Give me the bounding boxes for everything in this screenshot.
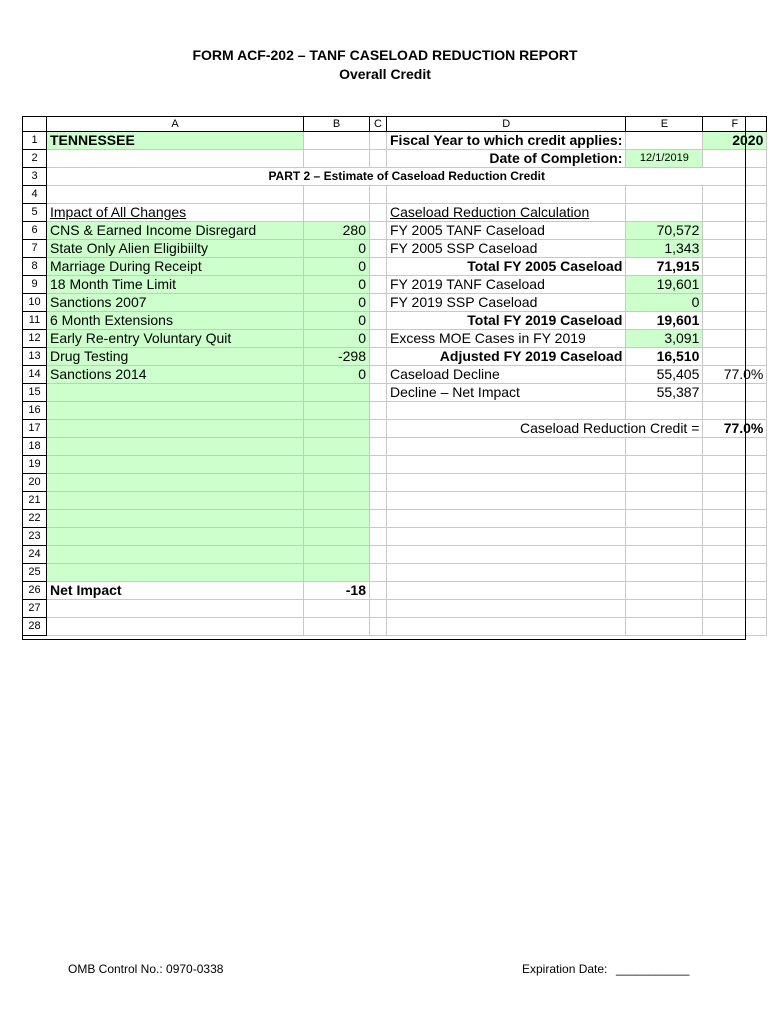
- impact-value[interactable]: 0: [304, 366, 370, 384]
- cell[interactable]: [703, 204, 767, 222]
- form-title: FORM ACF-202 – TANF CASELOAD REDUCTION REPORT: [192, 47, 578, 63]
- cell[interactable]: [370, 312, 387, 330]
- row-number: 2: [23, 150, 47, 168]
- calc-label: Excess MOE Cases in FY 2019: [387, 330, 626, 348]
- cell[interactable]: [304, 186, 370, 204]
- cell[interactable]: [387, 438, 626, 456]
- cell[interactable]: [703, 456, 767, 474]
- cell[interactable]: [370, 618, 387, 636]
- cell[interactable]: [703, 618, 767, 636]
- form-subtitle: Overall Credit: [339, 66, 431, 82]
- calc-value[interactable]: 0: [626, 294, 703, 312]
- row-number: 25: [23, 564, 47, 582]
- row-23: [23, 528, 767, 546]
- calc-label: FY 2019 SSP Caseload: [387, 294, 626, 312]
- row-13: [23, 348, 767, 366]
- impact-label[interactable]: [47, 528, 304, 546]
- row-17: [23, 420, 767, 438]
- completion-date-label: Date of Completion:: [387, 150, 626, 168]
- impact-value[interactable]: [304, 384, 370, 402]
- expiration-date-label: Expiration Date:: [522, 962, 608, 976]
- row-4: [23, 186, 767, 204]
- cell[interactable]: [626, 474, 703, 492]
- impact-value[interactable]: [304, 492, 370, 510]
- row-14: [23, 366, 767, 384]
- cell[interactable]: [387, 474, 626, 492]
- calc-label: FY 2005 SSP Caseload: [387, 240, 626, 258]
- cell[interactable]: [626, 402, 703, 420]
- cell[interactable]: [47, 600, 304, 618]
- impact-value[interactable]: [304, 510, 370, 528]
- cell[interactable]: [370, 510, 387, 528]
- calc-total-value: 16,510: [626, 348, 703, 366]
- credit-value: 77.0%: [703, 420, 767, 438]
- row-25: [23, 564, 767, 582]
- row-number: 17: [23, 420, 47, 438]
- row-number: 23: [23, 528, 47, 546]
- cell[interactable]: [304, 204, 370, 222]
- calc-value[interactable]: 1,343: [626, 240, 703, 258]
- cell[interactable]: [370, 276, 387, 294]
- impact-label[interactable]: [47, 546, 304, 564]
- cell[interactable]: [47, 618, 304, 636]
- cell[interactable]: [703, 582, 767, 600]
- row-number: 12: [23, 330, 47, 348]
- cell[interactable]: [703, 474, 767, 492]
- row-27: [23, 600, 767, 618]
- cell[interactable]: [387, 402, 626, 420]
- cell[interactable]: [370, 384, 387, 402]
- row-number: 18: [23, 438, 47, 456]
- impact-label[interactable]: [47, 402, 304, 420]
- cell[interactable]: [626, 546, 703, 564]
- impact-value[interactable]: 0: [304, 312, 370, 330]
- cell[interactable]: [626, 204, 703, 222]
- cell[interactable]: [387, 546, 626, 564]
- cell[interactable]: [387, 600, 626, 618]
- impact-value[interactable]: -298: [304, 348, 370, 366]
- cell[interactable]: [626, 456, 703, 474]
- impact-value[interactable]: 280: [304, 222, 370, 240]
- cell[interactable]: [370, 438, 387, 456]
- calc-label: FY 2019 TANF Caseload: [387, 276, 626, 294]
- fiscal-year-value[interactable]: 2020: [703, 132, 767, 150]
- column-header-a: A: [47, 117, 304, 132]
- row-number: 21: [23, 492, 47, 510]
- cell[interactable]: [370, 240, 387, 258]
- cell[interactable]: [47, 150, 304, 168]
- row-number: 22: [23, 510, 47, 528]
- row-number: 27: [23, 600, 47, 618]
- cell[interactable]: [370, 150, 387, 168]
- calc-total-label: Total FY 2019 Caseload: [387, 312, 626, 330]
- cell[interactable]: [387, 582, 626, 600]
- impact-label[interactable]: State Only Alien Eligibiilty: [47, 240, 304, 258]
- calc-total-value: 71,915: [626, 258, 703, 276]
- cell[interactable]: [387, 510, 626, 528]
- row-number: 24: [23, 546, 47, 564]
- cell[interactable]: [304, 150, 370, 168]
- row-7: [23, 240, 767, 258]
- column-header-row: [23, 117, 767, 132]
- corner-cell: [23, 117, 47, 132]
- impact-value[interactable]: [304, 456, 370, 474]
- credit-label: Caseload Reduction Credit =: [387, 420, 703, 438]
- impact-heading: Impact of All Changes: [47, 204, 304, 222]
- impact-value[interactable]: [304, 402, 370, 420]
- row-number: 7: [23, 240, 47, 258]
- row-number: 16: [23, 402, 47, 420]
- row-1: [23, 132, 767, 150]
- omb-control-number: OMB Control No.: 0970-0338: [68, 962, 224, 976]
- cell[interactable]: [370, 600, 387, 618]
- calc-total-label: Adjusted FY 2019 Caseload: [387, 348, 626, 366]
- row-18: [23, 438, 767, 456]
- column-header-e: E: [626, 117, 703, 132]
- cell[interactable]: [703, 294, 767, 312]
- impact-value[interactable]: 0: [304, 330, 370, 348]
- impact-label[interactable]: [47, 456, 304, 474]
- cell[interactable]: [370, 204, 387, 222]
- row-number: 10: [23, 294, 47, 312]
- row-number: 9: [23, 276, 47, 294]
- row-20: [23, 474, 767, 492]
- impact-value[interactable]: [304, 528, 370, 546]
- cell[interactable]: [370, 294, 387, 312]
- impact-label[interactable]: 18 Month Time Limit: [47, 276, 304, 294]
- row-6: [23, 222, 767, 240]
- cell[interactable]: [703, 564, 767, 582]
- cell[interactable]: [387, 456, 626, 474]
- row-number: 20: [23, 474, 47, 492]
- cell[interactable]: [626, 438, 703, 456]
- cell[interactable]: [703, 438, 767, 456]
- row-number: 19: [23, 456, 47, 474]
- impact-value[interactable]: [304, 474, 370, 492]
- net-impact-label: Net Impact: [47, 582, 304, 600]
- impact-value[interactable]: 0: [304, 276, 370, 294]
- row-number: 26: [23, 582, 47, 600]
- impact-value[interactable]: 0: [304, 258, 370, 276]
- row-28: [23, 618, 767, 636]
- calc-total-label: Total FY 2005 Caseload: [387, 258, 626, 276]
- cell[interactable]: [370, 186, 387, 204]
- cell[interactable]: [703, 546, 767, 564]
- impact-label[interactable]: Sanctions 2007: [47, 294, 304, 312]
- completion-date-value[interactable]: 12/1/2019: [626, 150, 703, 168]
- row-number: 11: [23, 312, 47, 330]
- row-12: [23, 330, 767, 348]
- cell[interactable]: [47, 186, 304, 204]
- cell[interactable]: [370, 330, 387, 348]
- column-header-c: C: [370, 117, 387, 132]
- impact-value[interactable]: 0: [304, 240, 370, 258]
- caseload-spreadsheet: [22, 116, 767, 636]
- cell[interactable]: [703, 600, 767, 618]
- cell[interactable]: [626, 528, 703, 546]
- row-number: 8: [23, 258, 47, 276]
- cell[interactable]: [703, 330, 767, 348]
- cell[interactable]: [387, 492, 626, 510]
- row-11: [23, 312, 767, 330]
- row-16: [23, 402, 767, 420]
- cell[interactable]: [370, 492, 387, 510]
- impact-label[interactable]: [47, 438, 304, 456]
- calc-value[interactable]: 19,601: [626, 276, 703, 294]
- cell[interactable]: [304, 132, 370, 150]
- column-header-b: B: [304, 117, 370, 132]
- impact-label[interactable]: 6 Month Extensions: [47, 312, 304, 330]
- cell[interactable]: [703, 348, 767, 366]
- impact-label[interactable]: [47, 510, 304, 528]
- cell[interactable]: [370, 474, 387, 492]
- cell[interactable]: [387, 186, 626, 204]
- part-2-heading: PART 2 – Estimate of Caseload Reduction Credit: [47, 168, 767, 186]
- cell[interactable]: [370, 258, 387, 276]
- cell[interactable]: [370, 402, 387, 420]
- net-impact-value: -18: [304, 582, 370, 600]
- row-number: 5: [23, 204, 47, 222]
- row-2: [23, 150, 767, 168]
- cell[interactable]: [703, 276, 767, 294]
- cell[interactable]: [626, 564, 703, 582]
- row-9: [23, 276, 767, 294]
- row-8: [23, 258, 767, 276]
- impact-label[interactable]: Early Re-entry Voluntary Quit: [47, 330, 304, 348]
- cell[interactable]: [626, 492, 703, 510]
- cell[interactable]: [370, 456, 387, 474]
- row-22: [23, 510, 767, 528]
- cell[interactable]: [703, 402, 767, 420]
- impact-label[interactable]: [47, 420, 304, 438]
- cell[interactable]: [703, 222, 767, 240]
- cell[interactable]: [387, 564, 626, 582]
- cell[interactable]: [626, 582, 703, 600]
- calc-value: 55,387: [626, 384, 703, 402]
- cell[interactable]: [370, 582, 387, 600]
- cell[interactable]: [626, 618, 703, 636]
- row-number: 13: [23, 348, 47, 366]
- impact-label[interactable]: [47, 492, 304, 510]
- row-number: 1: [23, 132, 47, 150]
- cell[interactable]: [703, 150, 767, 168]
- cell[interactable]: [626, 510, 703, 528]
- cell[interactable]: [370, 528, 387, 546]
- calc-label: FY 2005 TANF Caseload: [387, 222, 626, 240]
- column-header-f: F: [703, 117, 767, 132]
- impact-label[interactable]: Marriage During Receipt: [47, 258, 304, 276]
- cell[interactable]: [703, 492, 767, 510]
- row-26: [23, 582, 767, 600]
- row-3: [23, 168, 767, 186]
- decline-percent: 77.0%: [703, 366, 767, 384]
- cell[interactable]: [370, 132, 387, 150]
- impact-label[interactable]: [47, 384, 304, 402]
- cell[interactable]: [304, 618, 370, 636]
- row-21: [23, 492, 767, 510]
- calc-label: Caseload Decline: [387, 366, 626, 384]
- impact-value[interactable]: 0: [304, 294, 370, 312]
- row-15: [23, 384, 767, 402]
- row-number: 4: [23, 186, 47, 204]
- calculation-heading: Caseload Reduction Calculation: [387, 204, 626, 222]
- impact-label[interactable]: [47, 564, 304, 582]
- impact-value[interactable]: [304, 420, 370, 438]
- expiration-date-field[interactable]: ___________: [616, 962, 690, 976]
- state-name-cell[interactable]: TENNESSEE: [47, 132, 304, 150]
- row-number: 3: [23, 168, 47, 186]
- row-5: [23, 204, 767, 222]
- calc-total-value: 19,601: [626, 312, 703, 330]
- impact-label[interactable]: [47, 474, 304, 492]
- impact-value[interactable]: [304, 546, 370, 564]
- impact-label[interactable]: CNS & Earned Income Disregard: [47, 222, 304, 240]
- column-header-d: D: [387, 117, 626, 132]
- calc-value[interactable]: 70,572: [626, 222, 703, 240]
- impact-label[interactable]: Sanctions 2014: [47, 366, 304, 384]
- calc-value: 55,405: [626, 366, 703, 384]
- cell[interactable]: [703, 312, 767, 330]
- row-10: [23, 294, 767, 312]
- impact-label[interactable]: Drug Testing: [47, 348, 304, 366]
- cell[interactable]: [387, 528, 626, 546]
- cell[interactable]: [703, 510, 767, 528]
- row-number: 28: [23, 618, 47, 636]
- cell[interactable]: [370, 222, 387, 240]
- cell[interactable]: [304, 600, 370, 618]
- row-19: [23, 456, 767, 474]
- row-number: 6: [23, 222, 47, 240]
- calc-value[interactable]: 3,091: [626, 330, 703, 348]
- cell[interactable]: [703, 186, 767, 204]
- cell[interactable]: [370, 546, 387, 564]
- cell[interactable]: [370, 366, 387, 384]
- cell[interactable]: [387, 618, 626, 636]
- row-number: 15: [23, 384, 47, 402]
- cell[interactable]: [703, 528, 767, 546]
- cell[interactable]: [626, 186, 703, 204]
- row-24: [23, 546, 767, 564]
- calc-label: Decline – Net Impact: [387, 384, 626, 402]
- cell[interactable]: [703, 240, 767, 258]
- cell[interactable]: [703, 384, 767, 402]
- cell[interactable]: [370, 564, 387, 582]
- cell[interactable]: [370, 348, 387, 366]
- fiscal-year-label: Fiscal Year to which credit applies:: [387, 132, 626, 150]
- row-number: 14: [23, 366, 47, 384]
- cell[interactable]: [626, 600, 703, 618]
- impact-value[interactable]: [304, 564, 370, 582]
- cell[interactable]: [626, 132, 703, 150]
- cell[interactable]: [370, 420, 387, 438]
- cell[interactable]: [703, 258, 767, 276]
- impact-value[interactable]: [304, 438, 370, 456]
